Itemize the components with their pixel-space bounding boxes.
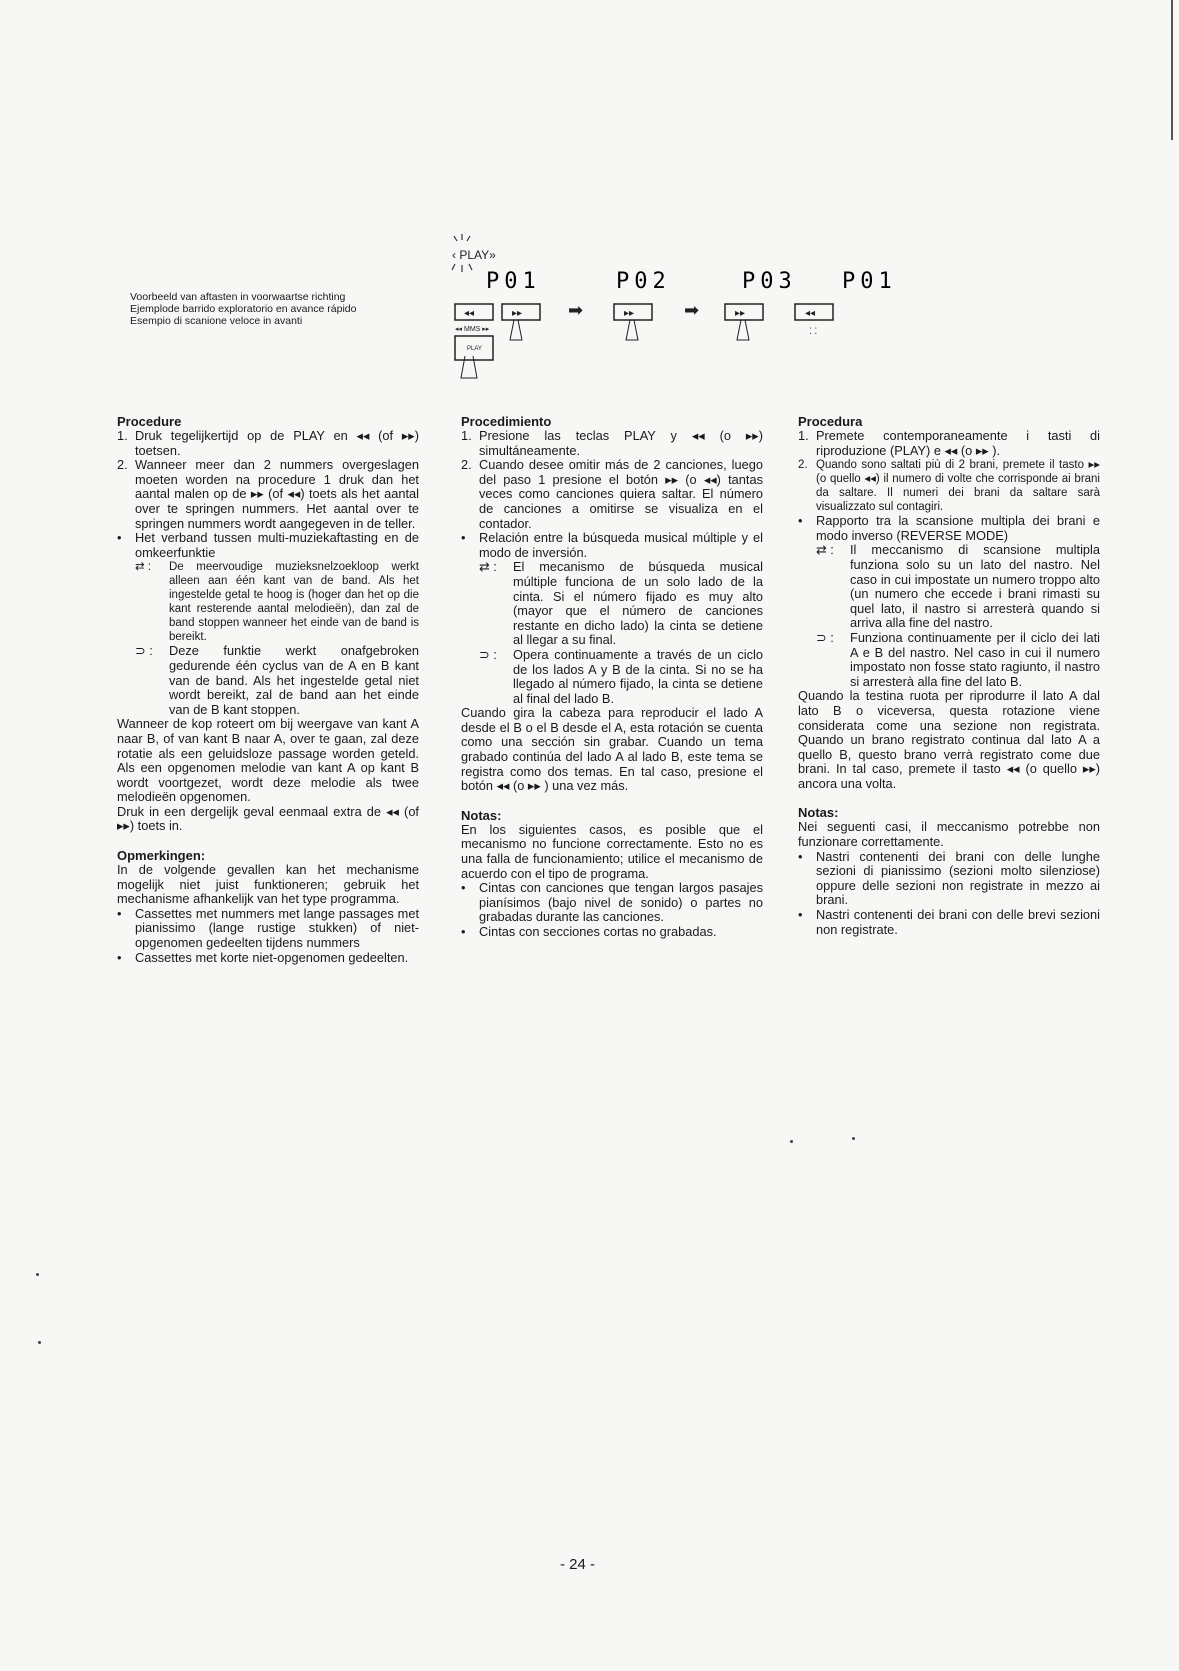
bullet-relation: • Het verband tussen multi-muziekaftasting en de omkeerfunktie: [117, 530, 419, 560]
scan-speck: [36, 1273, 39, 1276]
step-1: 1. Druk tegelijkertijd op de PLAY en ◂◂ (of ▸▸) toetsen.: [117, 428, 419, 458]
heading-dutch: Procedure: [117, 414, 182, 429]
step-1: 1. Presione las teclas PLAY y ◂◂ (o ▸▸) simultáneamente.: [461, 428, 763, 458]
cycle-icon: ⊃ :: [816, 629, 834, 645]
notes-intro: Nei seguenti casi, il meccanismo potrebbe non funzionare correttamente.: [798, 819, 1100, 850]
mms-label: ◂◂ MMS ▸▸: [455, 326, 490, 333]
play-button-label: PLAY: [467, 346, 482, 352]
rewind-icon: ◂◂: [805, 308, 816, 319]
forward-button-group-1: [502, 304, 540, 320]
scan-speck: [852, 1137, 855, 1140]
column-spanish: [461, 414, 763, 940]
arrow-icon: ➡: [684, 300, 700, 320]
note-item: • Nastri contenenti dei brani con delle brevi sezioni non registrate.: [798, 907, 1100, 937]
cycle-icon: ⊃ :: [135, 643, 153, 659]
sub-cycle: ⊃ : Deze funktie werkt onafgebroken gedurende één cyclus van de A en B kant van de band. Als het ingestelde getal niet wordt bereikt, zal de band aan het einde van de B kant stoppen.: [135, 643, 419, 717]
note-item: • Nastri contenenti dei brani con delle lunghe sezioni di pianissimo (sezioni molto silenziose) oppure delle sezioni non registrate in mezzo ai brani.: [798, 848, 1100, 908]
display-4: P01: [842, 269, 897, 294]
fast-forward-icon: ▸▸: [735, 308, 746, 319]
caption-italian: Esempio di scanione veloce in avanti: [130, 315, 303, 327]
one-way-icon: ⇄ :: [135, 561, 152, 574]
paragraph: Wanneer de kop roteert om bij weergave van kant A naar B, of van kant B naar A, over te gaan, zal deze rotatie als een geluidsloze passage worden geteld. Als een opgenomen melodie van kant A op kant B wordt voortgezet, wordt deze melodie als twee melodieën opgenomen.: [117, 716, 419, 805]
heading-spanish: Procedimiento: [461, 414, 552, 429]
rewind-button-group: [455, 304, 493, 320]
blink-marks: ⁚ ⁚: [809, 326, 818, 336]
heading-italian: Procedura: [798, 414, 863, 429]
display-1: P01: [486, 269, 541, 294]
notes-heading-italian: Notas:: [798, 805, 839, 821]
sub-one-way: ⇄ : El mecanismo de búsqueda musical múltiple funciona de un solo lado de la cinta. Si el número fijado es muy alto (mayor que el número de canciones restante en dicho lado) la cinta se detiene al llegar a su final.: [479, 559, 763, 648]
finger-icon: [626, 320, 638, 340]
sub-one-way: ⇄ : Il meccanismo di scansione multipla funziona solo su un lato del nastro. Nel caso in cui impostate un numero troppo alto (un numero che eccede i brani rimasti su quel lato, il nastro si arresterà quando si arriva alla fine del nastro.: [816, 542, 1100, 631]
note-item: • Cassettes met nummers met lange passages met pianissimo (lange rustige stukken) of niet-opgenomen gedeelten tijdens nummers: [117, 905, 419, 951]
bullet-relation: • Relación entre la búsqueda musical múltiple y el modo de inversión.: [461, 530, 763, 560]
note-item: • Cintas con secciones cortas no grabadas.: [461, 924, 717, 939]
step-2: 2. Wanneer meer dan 2 nummers overgeslagen moeten worden na procedure 1 druk dan het aantal malen op de ▸▸ (of ◂◂) toets als het aantal over te springen nummers. Het aantal over te springen nummers wordt aangegeven in de teller.: [117, 457, 419, 531]
fast-forward-icon: ▸▸: [512, 308, 523, 319]
one-way-icon: ⇄ :: [816, 542, 834, 558]
sub-cycle: ⊃ : Opera continuamente a través de un ciclo de los lados A y B de la cinta. Si no se ha llegado al número fijado, la cinta se detiene al final del lado B.: [479, 646, 763, 706]
column-dutch: [117, 414, 419, 965]
cycle-icon: ⊃ :: [479, 646, 497, 662]
step-2: 2. Quando sono saltati più di 2 brani, premete il tasto ▸▸ (o quello ◂◂) il numero di volte che corrisponde ai brani da saltare. Il numeri dei brani da saltare sarà visualizzato sul contagiri.: [798, 459, 1100, 514]
scan-speck: [790, 1140, 793, 1143]
column-italian: [798, 414, 1100, 937]
display-2: P02: [616, 269, 671, 294]
page-edge-rule: [1171, 0, 1173, 140]
notes-heading-spanish: Notas:: [461, 807, 502, 823]
finger-icon: [737, 320, 749, 340]
diagram-caption: [130, 291, 430, 327]
display-3: P03: [742, 269, 797, 294]
notes-intro: En los siguientes casos, es posible que el mecanismo no funcione correctamente. Esto no es una falla de funcionamiento; utilice el mecanismo de acuerdo con el tipo de programa.: [461, 821, 763, 881]
notes-intro: In de volgende gevallen kan het mechanisme mogelijk niet juist funktioneren; gebruik het mechanisme afhankelijk van het type programma.: [117, 862, 419, 907]
note-item: • Cassettes met korte niet-opgenomen gedeelten.: [117, 949, 409, 965]
step-1: 1. Premete contemporaneamente i tasti di riproduzione (PLAY) e ◂◂ (o ▸▸ ).: [798, 428, 1100, 458]
paragraph: Druk in een dergelijk geval eenmaal extra de ◂◂ (of ▸▸) toets in.: [117, 803, 419, 834]
notes-heading-dutch: Opmerkingen:: [117, 848, 206, 864]
sub-cycle: ⊃ : Funziona continuamente per il ciclo dei lati A e B del nastro. Nel caso in cui il numero impostato non fosse stato ragiunto, il nastro si arresterà alla fine del lato B.: [816, 629, 1100, 689]
sub-one-way: ⇄ : De meervoudige muzieksnelzoekloop werkt alleen aan één kant van de band. Als het ingestelde getal te hoog is (hoger dan het op die kant resterende aantal melodieën), dan zal de band stoppen wanneer het einde van de band is bereikt.: [135, 561, 419, 644]
rewind-icon: ◂◂: [464, 308, 475, 319]
play-indicator: ‹ PLAY»: [452, 248, 496, 262]
scan-speck: [38, 1341, 41, 1344]
scan-diagram: [440, 228, 910, 388]
finger-icon: [510, 320, 522, 340]
paragraph: Cuando gira la cabeza para reproducir el lado A desde el B o el B desde el A, esta rotación se cuenta como una sección sin grabar. Cuando un tema grabado continúa del lado A al lado B, este tema se registra como dos temas. En tal caso, presione el botón ◂◂ (o ▸▸ ) una vez más.: [461, 705, 763, 794]
paragraph: Quando la testina ruota per riprodurre il lato A dal lato B o viceversa, questa rotazione viene considerata come una sezione non registrata. Quando un brano registrato continua dal lato A a quello B, questo brano verrà registrato come due brani. In tal caso, premete il tasto ◂◂ (o quello ▸▸) ancora una volta.: [798, 688, 1100, 791]
caption-spanish: Ejemplode barrido exploratorio en avance rápido: [130, 303, 357, 315]
note-item: • Cintas con canciones que tengan largos pasajes pianísimos (bajo nivel de sonido) o partes no grabadas durante las canciones.: [461, 880, 763, 925]
fast-forward-icon: ▸▸: [624, 308, 635, 319]
one-way-icon: ⇄ :: [479, 559, 497, 575]
caption-dutch: Voorbeeld van aftasten in voorwaartse richting: [130, 291, 346, 303]
page-number: - 24 -: [560, 1556, 596, 1573]
step-2: 2. Cuando desee omitir más de 2 canciones, luego del paso 1 presione el botón ▸▸ (o ◂◂) tantas veces como canciones quiera saltar. El número de canciones a omitirse se visualiza en el contador.: [461, 457, 763, 531]
arrow-icon: ➡: [568, 300, 584, 320]
bullet-relation: • Rapporto tra la scansione multipla dei brani e modo inverso (REVERSE MODE): [798, 513, 1100, 543]
